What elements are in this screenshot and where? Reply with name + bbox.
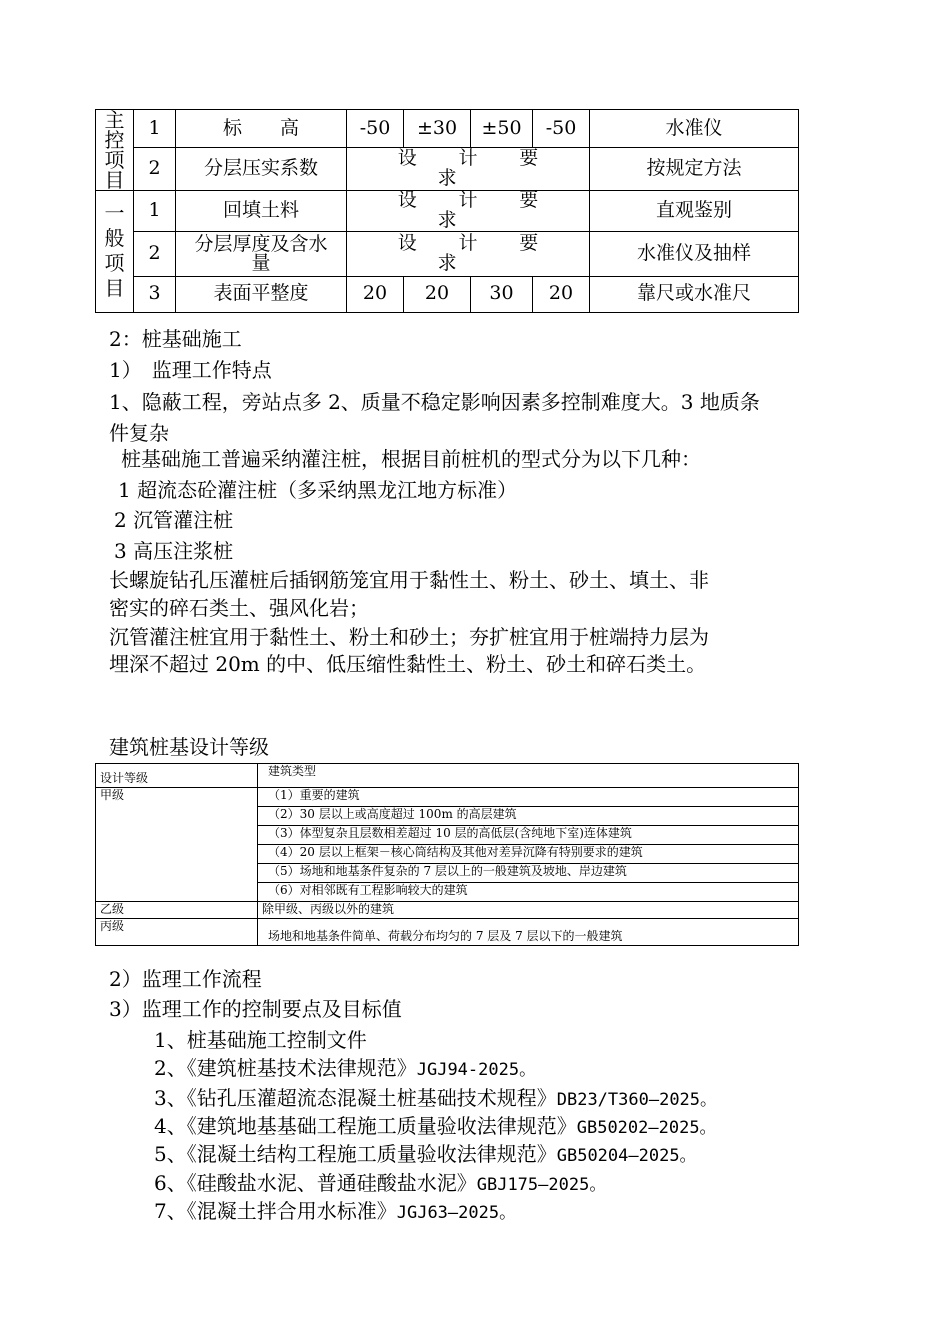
allowance-value: -50	[533, 110, 590, 148]
check-method: 水准仪	[590, 110, 799, 148]
subheading-workflow: 2）监理工作流程	[109, 967, 262, 991]
design-requirement: 设计要求	[347, 231, 590, 276]
paragraph: 埋深不超过 20m 的中、低压缩性黏性土、粉土、砂土和碎石类土。	[109, 652, 707, 676]
grade-c-description: 场地和地基条件简单、荷载分布均匀的 7 层及 7 层以下的一般建筑	[258, 918, 799, 945]
check-item: 回填土料	[176, 191, 347, 232]
grade-a-label: 甲级	[96, 788, 258, 902]
table-title: 建筑桩基设计等级	[109, 735, 269, 759]
pile-type-item: 3 高压注浆桩	[114, 539, 234, 563]
standards-list-item: 2、《建筑桩基技术法律规范》JGJ94-2025。	[154, 1056, 537, 1080]
design-requirement: 设计要求	[347, 148, 590, 191]
grade-a-item: （3）体型复杂且层数相差超过 10 层的高低层(含纯地下室)连体建筑	[258, 826, 799, 845]
grade-b-description: 除甲级、丙级以外的建筑	[258, 902, 799, 919]
grade-a-item: （2）30 层以上或高度超过 100m 的高层建筑	[258, 807, 799, 826]
paragraph: 桩基础施工普遍采纳灌注桩，根据目前桩机的型式分为以下几种：	[121, 447, 701, 471]
row-number: 1	[134, 191, 176, 232]
grade-a-item: （5）场地和地基条件复杂的 7 层以上的一般建筑及坡地、岸边建筑	[258, 864, 799, 883]
standards-list-item: 5、《混凝土结构工程施工质量验收法律规范》GB50204—2025。	[154, 1142, 697, 1166]
check-method: 水准仪及抽样	[590, 231, 799, 276]
allowance-value: ±30	[404, 110, 471, 148]
section-heading-pile: 2：桩基础施工	[109, 327, 242, 351]
paragraph: 件复杂	[109, 421, 169, 445]
header-grade: 设计等级	[96, 764, 258, 788]
grade-a-item: （6）对相邻既有工程影响较大的建筑	[258, 883, 799, 902]
subheading-features: 1） 监理工作特点	[109, 358, 272, 382]
row-number: 1	[134, 110, 176, 148]
row-number: 3	[134, 276, 176, 312]
paragraph: 长螺旋钻孔压灌桩后插钢筋笼宜用于黏性土、粉土、砂土、填土、非	[109, 568, 709, 592]
subheading-control-points: 3）监理工作的控制要点及目标值	[109, 997, 402, 1021]
standards-list-item: 7、《混凝土拌合用水标准》JGJ63—2025。	[154, 1199, 517, 1223]
header-type: 建筑类型	[258, 764, 799, 788]
row-number: 2	[134, 148, 176, 191]
paragraph: 沉管灌注桩宜用于黏性土、粉土和砂土；夯扩桩宜用于桩端持力层为	[109, 625, 709, 649]
general-category: 一般项目	[96, 191, 134, 313]
grade-c-label: 丙级	[96, 918, 258, 945]
pile-design-grade-table	[95, 763, 799, 946]
allowance-value: 30	[471, 276, 533, 312]
grade-a-item: （4）20 层以上框架－核心筒结构及其他对差异沉降有特别要求的建筑	[258, 845, 799, 864]
row-number: 2	[134, 231, 176, 276]
check-item: 表面平整度	[176, 276, 347, 312]
allowance-value: ±50	[471, 110, 533, 148]
standards-list-item: 4、《建筑地基基础工程施工质量验收法律规范》GB50202—2025。	[154, 1114, 717, 1138]
check-method: 按规定方法	[590, 148, 799, 191]
standards-list-item: 6、《硅酸盐水泥、普通硅酸盐水泥》GBJ175—2025。	[154, 1171, 607, 1195]
pile-type-item: 1 超流态砼灌注桩（多采纳黑龙江地方标准）	[118, 478, 518, 502]
standards-list-item: 3、《钻孔压灌超流态混凝土桩基础技术规程》DB23/T360—2025。	[154, 1086, 718, 1110]
check-method: 靠尺或水准尺	[590, 276, 799, 312]
paragraph: 密实的碎石类土、强风化岩；	[109, 596, 369, 620]
grade-b-label: 乙级	[96, 902, 258, 919]
allowance-value: 20	[533, 276, 590, 312]
check-item: 分层厚度及含水量	[176, 231, 347, 276]
standards-list-item: 1、桩基础施工控制文件	[154, 1028, 367, 1052]
design-requirement: 设计要求	[347, 191, 590, 232]
check-method: 直观鉴别	[590, 191, 799, 232]
check-item: 分层压实系数	[176, 148, 347, 191]
allowance-value: 20	[404, 276, 471, 312]
allowance-value: 20	[347, 276, 404, 312]
main-control-category: 主控项目	[96, 110, 134, 191]
paragraph: 1、隐蔽工程，旁站点多 2、质量不稳定影响因素多控制难度大。3 地质条	[109, 390, 760, 414]
check-item: 标 高	[176, 110, 347, 148]
allowance-value: -50	[347, 110, 404, 148]
quality-standard-table	[95, 109, 799, 313]
grade-a-item: （1）重要的建筑	[258, 788, 799, 807]
pile-type-item: 2 沉管灌注桩	[114, 508, 234, 532]
